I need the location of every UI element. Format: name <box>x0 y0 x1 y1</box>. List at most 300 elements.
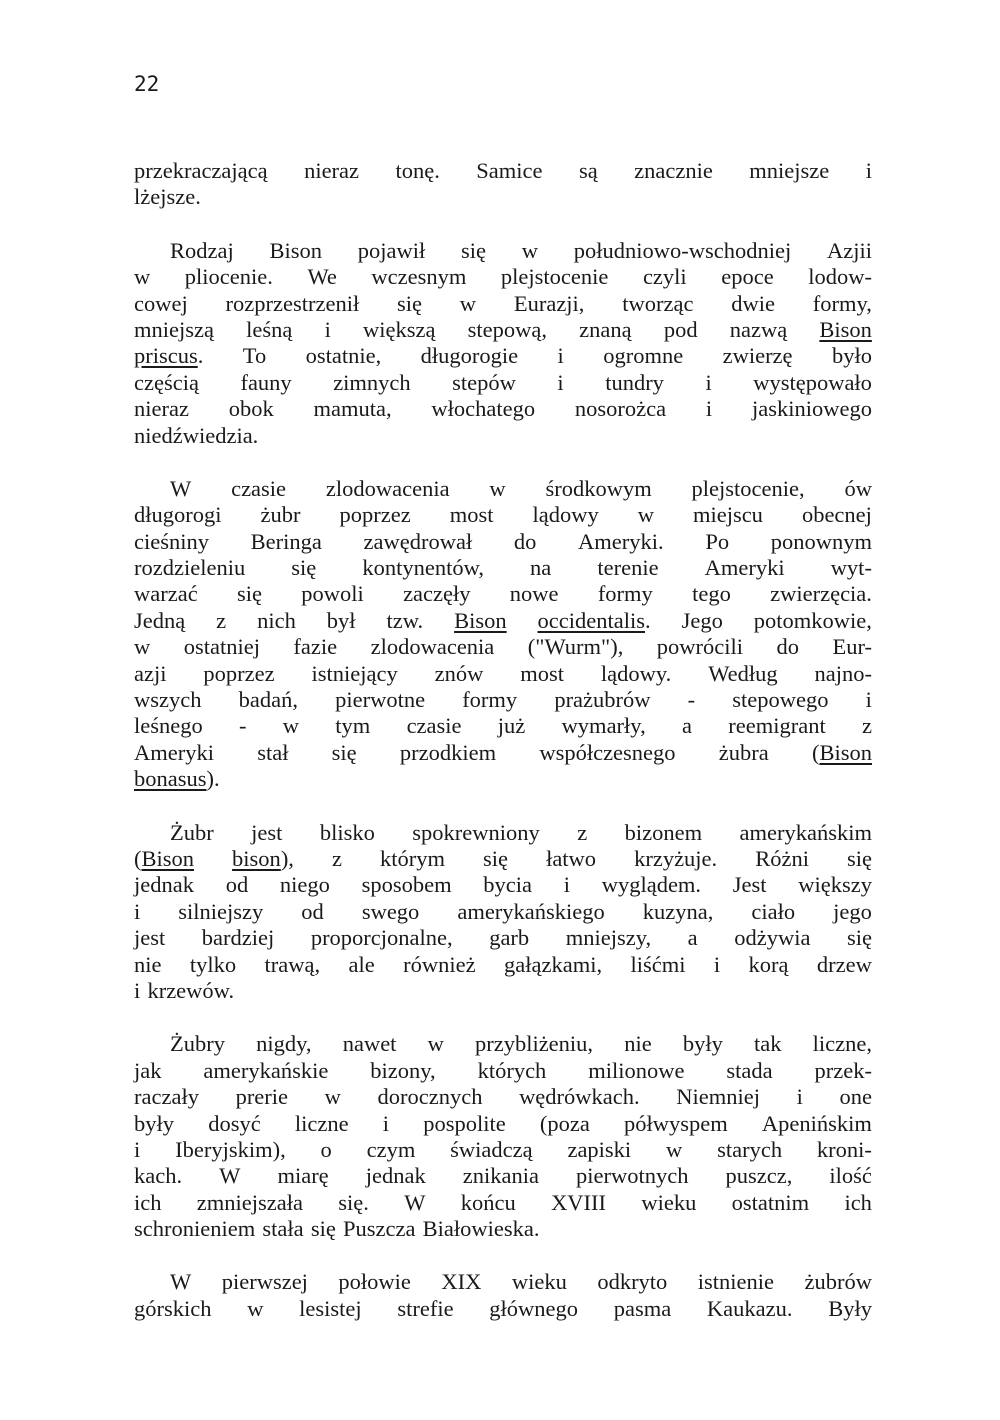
text-line <box>134 846 872 872</box>
word: niedźwiedzia. <box>134 422 259 448</box>
text-line <box>134 1137 872 1163</box>
word: prerie <box>235 1084 289 1110</box>
word: ich <box>134 1189 162 1215</box>
word: plejstocenie, <box>691 475 805 501</box>
word: w <box>427 1031 444 1057</box>
word: most <box>449 502 494 528</box>
text-line <box>134 184 872 210</box>
word: mniejszy, <box>565 925 652 951</box>
word: i <box>557 343 564 369</box>
text-line <box>134 238 872 264</box>
word: lżejsze. <box>134 184 201 210</box>
word: prażubrów <box>554 687 651 713</box>
text-line <box>134 555 872 581</box>
word: cieśniny <box>134 528 209 554</box>
word: pierwotnych <box>576 1163 689 1189</box>
text-line <box>134 396 872 422</box>
word: Ameryki <box>704 555 785 581</box>
word: wędrówkach. <box>519 1084 640 1110</box>
word: silniejszy <box>178 898 264 924</box>
text-line <box>134 978 872 1004</box>
text-line <box>134 370 872 396</box>
word: znaną <box>579 316 632 342</box>
word: pierwszej <box>221 1269 308 1295</box>
word: Ameryki. <box>578 528 664 554</box>
word: kroni- <box>816 1136 872 1162</box>
word: i <box>134 898 141 924</box>
word: amerykańskie <box>203 1057 329 1083</box>
word: azji <box>134 660 167 686</box>
word: odżywia <box>734 925 811 951</box>
word: zlodowacenia <box>370 634 495 660</box>
word: fauny <box>240 369 292 395</box>
word: nowe <box>509 581 559 607</box>
word: Według <box>708 660 778 686</box>
word: już <box>497 713 526 739</box>
word: również <box>403 951 476 977</box>
body-text <box>134 158 872 1322</box>
text-line <box>134 687 872 713</box>
word: wszych <box>134 687 202 713</box>
text-line <box>134 317 872 343</box>
text-line <box>134 661 872 687</box>
underlined-taxon: Bison <box>819 739 872 765</box>
word: potomkowie, <box>753 607 872 633</box>
word: i <box>134 1136 141 1162</box>
word: powrócili <box>656 634 744 660</box>
word: Iberyjskim), <box>175 1136 286 1162</box>
word: bison), <box>232 845 294 871</box>
word: fazie <box>293 634 338 660</box>
word: obok <box>228 396 274 422</box>
underlined-taxon: bison <box>232 845 281 871</box>
word: najno- <box>814 660 872 686</box>
word: zmniejszała <box>196 1189 303 1215</box>
word: południowo-wschodniej <box>573 237 792 263</box>
word: Eurazji, <box>513 290 585 316</box>
word: kuzyna, <box>642 898 714 924</box>
word: Jest <box>732 872 767 898</box>
word: długorogi <box>134 502 222 528</box>
word: na <box>530 555 552 581</box>
word: długorogie <box>420 343 519 369</box>
word: sposobem <box>361 872 452 898</box>
word: i <box>865 158 872 183</box>
word: liczne <box>294 1110 349 1136</box>
word: od <box>301 898 324 924</box>
word: są <box>578 158 598 183</box>
word: mniejszą <box>134 316 214 342</box>
word: był <box>326 607 356 633</box>
word: puszcz, <box>725 1163 793 1189</box>
text-line <box>134 634 872 660</box>
word: blisko <box>319 819 375 845</box>
word: priscus. <box>134 343 204 369</box>
word: W <box>170 1269 192 1295</box>
word: świadczą <box>450 1136 533 1162</box>
word: Żubr <box>170 819 214 845</box>
word: terenie <box>597 555 659 581</box>
word: formy <box>597 581 653 607</box>
word: ostatnim <box>731 1189 810 1215</box>
text-line <box>134 264 872 290</box>
word: zimnych <box>333 369 411 395</box>
word: zwierzę <box>722 343 793 369</box>
word: tak <box>754 1031 782 1057</box>
word: Eur- <box>832 634 872 660</box>
word: tworząc <box>622 290 694 316</box>
word: tzw. <box>386 607 424 633</box>
word: poprzez <box>339 502 411 528</box>
word: i <box>324 316 331 342</box>
word: stepowego <box>732 687 829 713</box>
paragraph <box>134 820 872 1005</box>
word: schronieniem <box>134 1216 256 1242</box>
word: ogromne <box>603 343 684 369</box>
word: leśną <box>246 316 293 342</box>
word: głównego <box>489 1295 579 1321</box>
word: w <box>521 237 538 263</box>
word: wczesnym <box>371 264 467 290</box>
paragraph <box>134 238 872 449</box>
word: pierwotne <box>335 687 426 713</box>
text-line <box>134 740 872 766</box>
underlined-taxon: Bison <box>141 845 195 871</box>
word: leśnego <box>134 713 203 739</box>
word: do <box>513 528 537 554</box>
word: się <box>461 237 486 263</box>
word: Puszcza <box>343 1216 416 1242</box>
word: było <box>831 343 872 369</box>
word: większą <box>363 316 436 342</box>
word: wyglądem. <box>601 872 702 898</box>
word: stepów <box>452 369 516 395</box>
word: nie <box>624 1031 652 1057</box>
word: lądowy. <box>600 660 672 686</box>
word: do <box>776 634 799 660</box>
word: spokrewniony <box>412 819 540 845</box>
word: tonę. <box>395 158 440 183</box>
word: i <box>796 1084 803 1110</box>
text-line <box>134 872 872 898</box>
word: kach. <box>134 1163 183 1189</box>
word: Białowieska. <box>422 1216 540 1242</box>
word: czym <box>366 1136 416 1162</box>
text-line <box>134 1216 872 1242</box>
text-line <box>134 925 872 951</box>
word: się <box>483 845 509 871</box>
word: stada <box>726 1057 773 1083</box>
word: warzać <box>134 581 198 607</box>
word: lesistej <box>299 1295 362 1321</box>
word: w <box>134 634 151 660</box>
word: - <box>239 713 247 739</box>
word: pliocenie. <box>184 264 273 290</box>
word: bizonem <box>624 819 703 845</box>
word: tym <box>335 713 371 739</box>
word: czasie <box>406 713 462 739</box>
word: poprzez <box>203 660 275 686</box>
word: W <box>170 475 192 501</box>
word: jednak <box>365 1163 426 1189</box>
word: wymarły, <box>561 713 646 739</box>
word: i <box>557 369 564 395</box>
word: lodow- <box>808 264 872 290</box>
word: których <box>477 1057 547 1083</box>
text-line <box>134 899 872 925</box>
text-line <box>134 1296 872 1322</box>
text-line <box>134 291 872 317</box>
word: occidentalis. <box>537 607 651 633</box>
text-line <box>134 581 872 607</box>
word: czasie <box>231 475 287 501</box>
word: ale <box>348 951 375 977</box>
word: miejscu <box>692 502 763 528</box>
word: To <box>242 343 267 369</box>
text-line <box>134 476 872 502</box>
text-line <box>134 1084 872 1110</box>
word: W <box>219 1163 241 1189</box>
word: bycia <box>483 872 533 898</box>
word: się <box>291 555 317 581</box>
word: ponownym <box>770 528 872 554</box>
word: ostatniej <box>183 634 260 660</box>
underlined-taxon: occidentalis <box>537 607 646 633</box>
word: gałązkami, <box>504 951 603 977</box>
word: Apenińskim <box>761 1110 872 1136</box>
word: raczały <box>134 1084 199 1110</box>
text-line <box>134 952 872 978</box>
word: (poza <box>539 1110 590 1136</box>
word: większy <box>798 872 872 898</box>
word: się <box>236 581 262 607</box>
word: połowie <box>338 1269 411 1295</box>
word: obecnej <box>801 502 872 528</box>
word: się <box>331 739 357 765</box>
word: Jedną <box>134 607 186 633</box>
word: dosyć <box>208 1110 261 1136</box>
word: zwierzęcia. <box>770 581 872 607</box>
word: plejstocenie <box>500 264 609 290</box>
word: zlodowacenia <box>325 475 450 501</box>
word: zapiski <box>567 1136 632 1162</box>
text-line <box>134 1269 872 1295</box>
text-line <box>134 766 872 792</box>
word: w <box>489 475 506 501</box>
word: znów <box>434 660 484 686</box>
text-line <box>134 529 872 555</box>
word: częścią <box>134 369 199 395</box>
paragraph <box>134 476 872 793</box>
word: niego <box>279 872 330 898</box>
word: stała <box>262 1216 304 1242</box>
word: współczesnego <box>539 739 676 765</box>
word: mniejsze <box>749 158 830 183</box>
word: pod <box>663 316 698 342</box>
text-line <box>134 502 872 528</box>
text-line <box>134 608 872 634</box>
text-line <box>134 1058 872 1084</box>
word: amerykańskim <box>739 819 872 845</box>
word: środkowym <box>545 475 652 501</box>
word: odkryto <box>597 1269 668 1295</box>
word: strefie <box>397 1295 454 1321</box>
word: z <box>216 607 227 633</box>
word: tylko <box>189 951 237 977</box>
underlined-taxon: bonasus <box>134 766 207 792</box>
word: w <box>134 264 151 290</box>
word: Niemniej <box>676 1084 760 1110</box>
word: wieku <box>641 1189 697 1215</box>
word: most <box>520 660 564 686</box>
word: nawet <box>342 1031 397 1057</box>
word: Bison <box>269 237 322 263</box>
word: pospolite <box>423 1110 506 1136</box>
word: w <box>282 713 300 739</box>
word: liśćmi <box>630 951 686 977</box>
word: jak <box>134 1057 162 1083</box>
word: żubr <box>260 502 301 528</box>
word: ("Wurm"), <box>527 634 624 660</box>
word: znacznie <box>634 158 713 183</box>
word: jaskiniowego <box>751 396 872 422</box>
word: drzew <box>816 951 872 977</box>
word: (Bison <box>134 845 195 871</box>
text-line <box>134 343 872 369</box>
word: i <box>705 369 712 395</box>
word: istnienie <box>697 1269 775 1295</box>
word: przek- <box>814 1057 872 1083</box>
word: stał <box>257 739 289 765</box>
word: Rodzaj <box>170 237 234 263</box>
word: Azjii <box>826 237 872 263</box>
word: krzyżuje. <box>634 845 718 871</box>
word: nie <box>134 951 162 977</box>
word: i <box>713 951 721 977</box>
word: bonasus). <box>134 766 220 792</box>
word: tundry <box>605 369 664 395</box>
word: wyt- <box>830 555 872 581</box>
word: W <box>404 1189 426 1215</box>
word: były <box>682 1031 723 1057</box>
word: żubrów <box>804 1269 872 1295</box>
word: czyli <box>642 264 687 290</box>
word: XIX <box>441 1269 482 1295</box>
word: w <box>637 502 654 528</box>
word: epoce <box>721 264 774 290</box>
word: dorocznych <box>377 1084 483 1110</box>
word: wieku <box>511 1269 567 1295</box>
word: znikania <box>462 1163 539 1189</box>
text-line <box>134 423 872 449</box>
word: Były <box>828 1295 872 1321</box>
word: one <box>839 1084 872 1110</box>
word: trawą, <box>264 951 321 977</box>
word: a <box>681 713 692 739</box>
word: z <box>861 713 872 739</box>
word: w <box>459 290 477 316</box>
word: tego <box>692 581 731 607</box>
word: rozprzestrzenił <box>225 290 360 316</box>
paragraph <box>134 1269 872 1322</box>
word: XVIII <box>551 1189 607 1215</box>
word: się <box>310 1216 336 1242</box>
word: proporcjonalne, <box>310 925 453 951</box>
word: liczne, <box>812 1031 872 1057</box>
text-line <box>134 713 872 739</box>
word: badań, <box>238 687 298 713</box>
word: i <box>865 687 872 713</box>
page-number: 22 <box>134 72 160 96</box>
word: przybliżeniu, <box>474 1031 594 1057</box>
word: formy, <box>812 290 872 316</box>
word: bizony, <box>370 1057 436 1083</box>
word: ciało <box>751 898 796 924</box>
word: milionowe <box>588 1057 685 1083</box>
word: ilość <box>829 1163 872 1189</box>
word: starych <box>717 1136 783 1162</box>
word: od <box>225 872 249 898</box>
word: dwie <box>731 290 775 316</box>
word: rozdzieleniu <box>134 555 246 581</box>
word: miarę <box>277 1163 329 1189</box>
word: półwyspem <box>624 1110 728 1136</box>
word: końcu <box>460 1189 516 1215</box>
word: z <box>331 845 342 871</box>
word: cowej <box>134 290 188 316</box>
word: nich <box>257 607 296 633</box>
text-line <box>134 1190 872 1216</box>
word: nieraz <box>304 158 360 183</box>
word: korą <box>748 951 789 977</box>
word <box>819 317 872 343</box>
word: Po <box>705 528 730 554</box>
word: amerykańskiego <box>457 898 605 924</box>
word: - <box>687 687 696 713</box>
word: powoli <box>301 581 364 607</box>
text-line <box>134 158 872 184</box>
word: którym <box>380 845 445 871</box>
word: pasma <box>613 1295 672 1321</box>
word: jednak <box>134 872 194 898</box>
word: nieraz <box>134 396 189 422</box>
word: żubra <box>718 739 769 765</box>
text-line <box>134 820 872 846</box>
word: o <box>320 1136 332 1162</box>
word: i <box>382 1110 390 1136</box>
word: We <box>307 264 337 290</box>
word: były <box>134 1110 175 1136</box>
word: nigdy, <box>256 1031 312 1057</box>
word: ich <box>844 1189 872 1215</box>
word: się <box>847 845 872 871</box>
word: jest <box>251 819 283 845</box>
word: się. <box>338 1189 369 1215</box>
word: krzewów. <box>147 977 235 1003</box>
word: jest <box>134 925 166 951</box>
word: górskich <box>134 1295 212 1321</box>
word: przekraczającą <box>134 158 268 183</box>
word: zawędrował <box>363 528 473 554</box>
word: pojawił <box>357 237 426 263</box>
word: Kaukazu. <box>706 1295 793 1321</box>
word: się <box>847 925 872 951</box>
word: Ameryki <box>134 739 214 765</box>
word: przodkiem <box>399 739 497 765</box>
word: włochatego <box>431 396 536 422</box>
word <box>454 608 507 634</box>
word: w <box>324 1084 341 1110</box>
